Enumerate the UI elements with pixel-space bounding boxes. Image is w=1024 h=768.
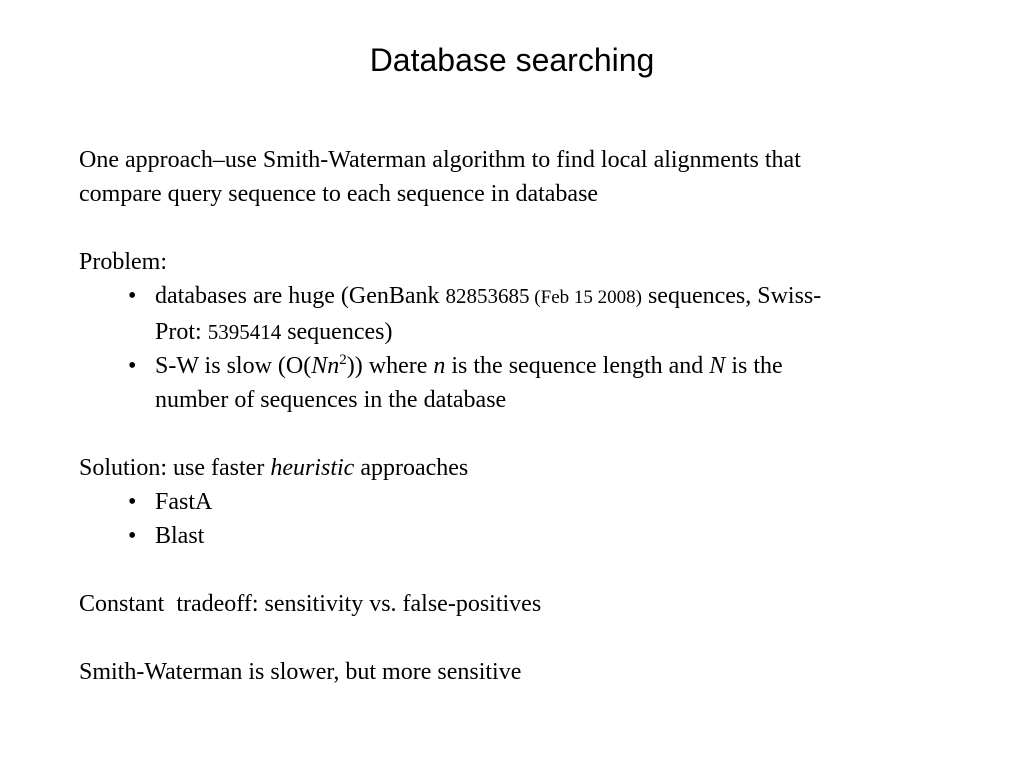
slide-title: Database searching	[369, 42, 655, 78]
intro-line-2: compare query sequence to each sequence in database	[79, 181, 599, 207]
text-segment: is the	[725, 353, 783, 379]
bullet-icon: •	[128, 523, 137, 549]
text-segment: Solution: use faster	[79, 455, 271, 481]
spacer	[79, 417, 979, 451]
heuristic-word: heuristic	[270, 455, 355, 481]
bullet-icon: •	[128, 283, 137, 309]
text-segment: S-W is slow (O(	[155, 353, 312, 379]
text-segment: sequences, Swiss-	[641, 283, 822, 309]
bullet-icon: •	[128, 353, 137, 379]
solution-item-fasta	[79, 485, 979, 519]
solution-item-label: FastA	[155, 489, 213, 515]
text-segment: number of sequences in the database	[155, 387, 507, 413]
solution-list	[79, 485, 979, 553]
solution-heading	[79, 451, 979, 485]
problem-list	[79, 279, 979, 417]
text-segment: )) where	[346, 353, 434, 379]
spacer	[79, 621, 979, 655]
slide-body	[79, 143, 979, 689]
swissprot-count: 5395414	[207, 320, 282, 344]
genbank-count: 82853685	[445, 284, 530, 308]
genbank-date: (Feb 15 2008)	[529, 287, 642, 308]
tradeoff-line: Constant tradeoff: sensitivity vs. false-positives	[79, 591, 542, 617]
intro-line-1: One approach–use Smith-Waterman algorithm to find local alignments that	[79, 147, 801, 173]
solution-item-blast	[79, 519, 979, 553]
complexity-exponent: 2	[339, 352, 347, 368]
var-n: n	[433, 353, 446, 379]
text-segment: approaches	[354, 455, 469, 481]
solution-item-label: Blast	[155, 523, 205, 549]
text-segment: Prot:	[155, 319, 208, 345]
intro-paragraph	[79, 143, 979, 211]
text-segment: databases are huge (GenBank	[155, 283, 446, 309]
text-segment: is the sequence length and	[445, 353, 710, 379]
spacer	[79, 553, 979, 587]
conclusion-line: Smith-Waterman is slower, but more sensitive	[79, 659, 522, 685]
text-segment: sequences)	[281, 319, 393, 345]
problem-bullet-slow	[79, 349, 979, 417]
spacer	[79, 211, 979, 245]
var-N: N	[709, 353, 726, 379]
problem-heading: Problem:	[79, 249, 167, 275]
complexity-Nn: Nn	[311, 353, 340, 379]
bullet-icon: •	[128, 489, 137, 515]
problem-bullet-databases	[79, 279, 979, 349]
